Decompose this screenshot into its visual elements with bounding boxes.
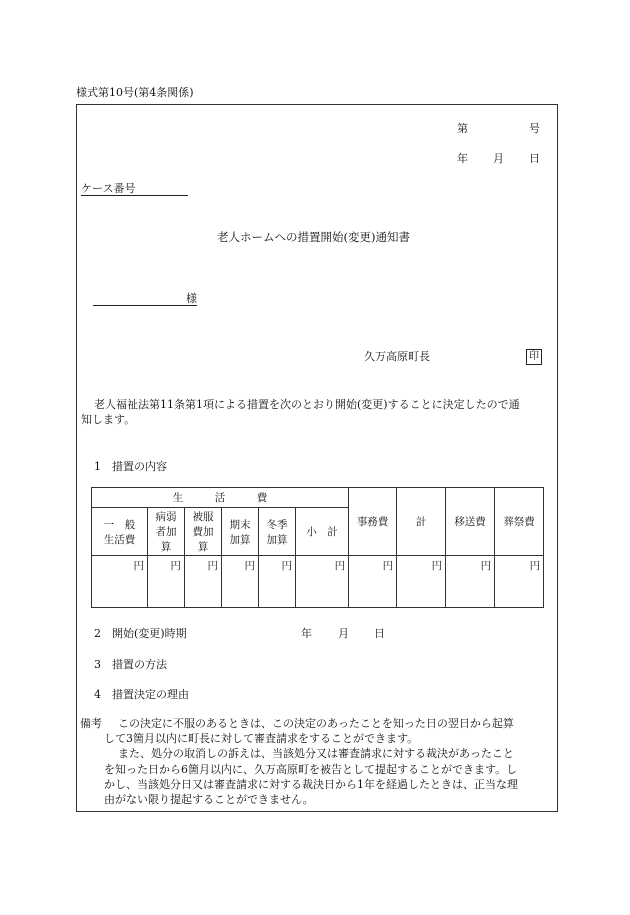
section-2-month: 月 — [338, 627, 349, 640]
seal-mark: 印 — [526, 349, 542, 365]
col-header-sick-addition — [148, 508, 185, 556]
remarks-p1-line-2: して3箇月以内に町長に対して審査請求をすることができます。 — [104, 732, 419, 745]
case-number-field — [81, 182, 188, 196]
col-header-general-living-line-1: 一 般 — [103, 518, 136, 531]
col-header-general-living-line-2: 生活費 — [103, 533, 136, 546]
form-label: 様式第10号(第4条関係) — [76, 86, 194, 99]
col-header-winter-addition — [259, 508, 296, 556]
remarks-p1-line-1: この決定に不服のあるときは、この決定のあったことを知った日の翌日から起算 — [118, 717, 514, 730]
remarks-p2-line-3: かし、当該処分日又は審査請求に対する裁決日から1年を経過したときは、正当な理 — [104, 778, 518, 791]
remarks-p2-line-4: 由がない限り提起することができません。 — [104, 793, 314, 806]
document-title: 老人ホームへの措置開始(変更)通知書 — [217, 230, 410, 244]
col-header-office-cost: 事務費 — [349, 488, 397, 556]
amount-cell-subtotal: 円 — [296, 556, 349, 608]
amount-cell-yearend-addition: 円 — [222, 556, 259, 608]
col-header-total: 計 — [397, 488, 446, 556]
col-header-sick-addition-line-2: 者加 — [155, 526, 177, 538]
date-month: 月 — [493, 152, 504, 165]
section-2-heading: 2 開始(変更)時期 — [94, 627, 187, 640]
remarks-label: 備考 — [80, 717, 102, 730]
doc-number-prefix: 第 — [457, 122, 468, 135]
col-header-winter-addition-line-2: 加算 — [266, 533, 288, 546]
col-header-transport-cost: 移送費 — [446, 488, 495, 556]
amount-cell-transport-cost: 円 — [446, 556, 495, 608]
col-header-funeral-cost: 葬祭費 — [495, 488, 544, 556]
amount-cell-general-living: 円 — [92, 556, 148, 608]
remarks-p2-line-1: また、処分の取消しの訴えは、当該処分又は審査請求に対する裁決があったこと — [118, 747, 514, 760]
intro-line-1: 老人福祉法第11条第1項による措置を次のとおり開始(変更)することに決定したので通 — [94, 398, 520, 411]
section-4-heading: 4 措置決定の理由 — [94, 688, 189, 701]
col-header-clothing-addition — [185, 508, 222, 556]
col-header-clothing-addition-line-3: 算 — [197, 541, 209, 553]
addressee-suffix: 様 — [186, 292, 197, 305]
col-header-general-living — [92, 508, 148, 556]
section-3-heading: 3 措置の方法 — [94, 658, 167, 671]
col-header-sick-addition-line-3: 算 — [160, 541, 172, 553]
col-header-winter-addition-line-1: 冬季 — [266, 518, 288, 531]
section-2-year: 年 — [301, 627, 312, 640]
col-header-yearend-addition — [222, 508, 259, 556]
living-cost-group-header: 生 活 費 — [92, 488, 349, 508]
addressee-field — [93, 292, 197, 306]
col-header-subtotal: 小 計 — [296, 508, 349, 556]
amount-cell-funeral-cost: 円 — [495, 556, 544, 608]
remarks-p2-line-2: を知った日から6箇月以内に、久万高原町を被告として提起することができます。し — [104, 763, 518, 776]
col-header-sick-addition-line-1: 病弱 — [155, 511, 177, 523]
section-1-heading: 1 措置の内容 — [94, 460, 167, 473]
col-header-yearend-addition-line-1: 期末 — [229, 518, 251, 531]
section-2-day: 日 — [374, 627, 385, 640]
case-number-label: ケース番号 — [81, 182, 188, 196]
col-header-clothing-addition-line-1: 被服 — [192, 511, 214, 523]
date-day: 日 — [529, 152, 540, 165]
amount-cell-clothing-addition: 円 — [185, 556, 222, 608]
amount-cell-office-cost: 円 — [349, 556, 397, 608]
issuer: 久万高原町長 — [364, 350, 430, 363]
date-year: 年 — [457, 152, 468, 165]
col-header-clothing-addition-line-2: 費加 — [192, 526, 214, 538]
form-frame — [76, 104, 558, 812]
doc-number-suffix: 号 — [529, 122, 540, 135]
amount-cell-winter-addition: 円 — [259, 556, 296, 608]
amount-cell-total: 円 — [397, 556, 446, 608]
intro-line-2: 知します。 — [81, 413, 136, 426]
addressee-name-line — [93, 292, 186, 306]
cost-table — [91, 487, 544, 608]
amount-cell-sick-addition: 円 — [148, 556, 185, 608]
col-header-yearend-addition-line-2: 加算 — [229, 533, 251, 546]
